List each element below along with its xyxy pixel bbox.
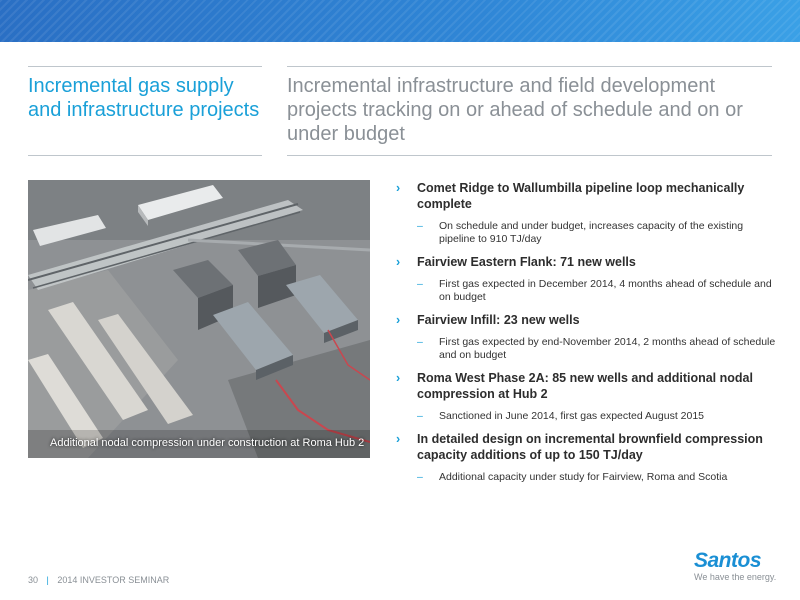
bullet-heading [396, 312, 776, 328]
bullet-subpoint-text: On schedule and under budget, increases capacity of the existing pipeline to 910 TJ/day [439, 220, 744, 245]
aerial-site-illustration [28, 180, 370, 458]
bullet-heading-text: In detailed design on incremental brownfield compression capacity additions of up to 150 TJ/day [417, 432, 763, 462]
bullet-item [396, 180, 776, 246]
right-title-top-rule [287, 66, 772, 67]
slide-footer [28, 575, 169, 585]
bullet-subpoint [396, 336, 776, 362]
bullet-subpoint [396, 278, 776, 304]
dash-icon: – [417, 471, 423, 483]
chevron-icon: › [396, 313, 401, 327]
bullet-heading [396, 254, 776, 270]
bullet-heading-text: Fairview Infill: 23 new wells [417, 313, 580, 327]
santos-logo [694, 551, 784, 583]
bullet-item [396, 370, 776, 423]
slide-headline: Incremental infrastructure and field development projects tracking on or ahead of schedule and on or under budget [287, 75, 743, 145]
logo-tagline: We have the energy. [694, 572, 777, 582]
chevron-icon: › [396, 432, 401, 446]
event-name: 2014 INVESTOR SEMINAR [57, 575, 170, 585]
bullet-heading-text: Comet Ridge to Wallumbilla pipeline loop mechanically complete [417, 181, 745, 211]
bullet-subpoint-text: Additional capacity under study for Fairview, Roma and Scotia [439, 471, 728, 483]
left-title-bottom-rule [28, 155, 262, 156]
bullet-heading-text: Roma West Phase 2A: 85 new wells and additional nodal compression at Hub 2 [417, 371, 753, 401]
section-title: Incremental gas supply and infrastructure projects [28, 75, 260, 121]
logo-wordmark: Santos [694, 549, 762, 572]
footer-separator: | [46, 575, 49, 585]
bullet-item [396, 431, 776, 484]
bullet-subpoint [396, 410, 776, 423]
bullet-subpoint [396, 471, 776, 484]
bullet-subpoint-text: First gas expected by end-November 2014, 2 months ahead of schedule and on budget [439, 336, 776, 361]
bullet-heading [396, 180, 776, 212]
bullet-list [396, 180, 776, 492]
bullet-heading-text: Fairview Eastern Flank: 71 new wells [417, 255, 636, 269]
photo-caption: Additional nodal compression under construction at Roma Hub 2 [50, 437, 365, 449]
bullet-item [396, 254, 776, 304]
compression-site-photo [28, 180, 370, 458]
bullet-item [396, 312, 776, 362]
dash-icon: – [417, 336, 423, 348]
top-banner [0, 0, 800, 42]
chevron-icon: › [396, 255, 401, 269]
left-title-top-rule [28, 66, 262, 67]
dash-icon: – [417, 278, 423, 290]
right-title-bottom-rule [287, 155, 772, 156]
dash-icon: – [417, 220, 423, 232]
dash-icon: – [417, 410, 423, 422]
bullet-heading [396, 431, 776, 463]
bullet-subpoint [396, 220, 776, 246]
bullet-subpoint-text: First gas expected in December 2014, 4 months ahead of schedule and on budget [439, 278, 772, 303]
chevron-icon: › [396, 371, 401, 385]
chevron-icon: › [396, 181, 401, 195]
page-number: 30 [28, 575, 39, 585]
bullet-heading [396, 370, 776, 402]
bullet-subpoint-text: Sanctioned in June 2014, first gas expected August 2015 [439, 410, 705, 422]
